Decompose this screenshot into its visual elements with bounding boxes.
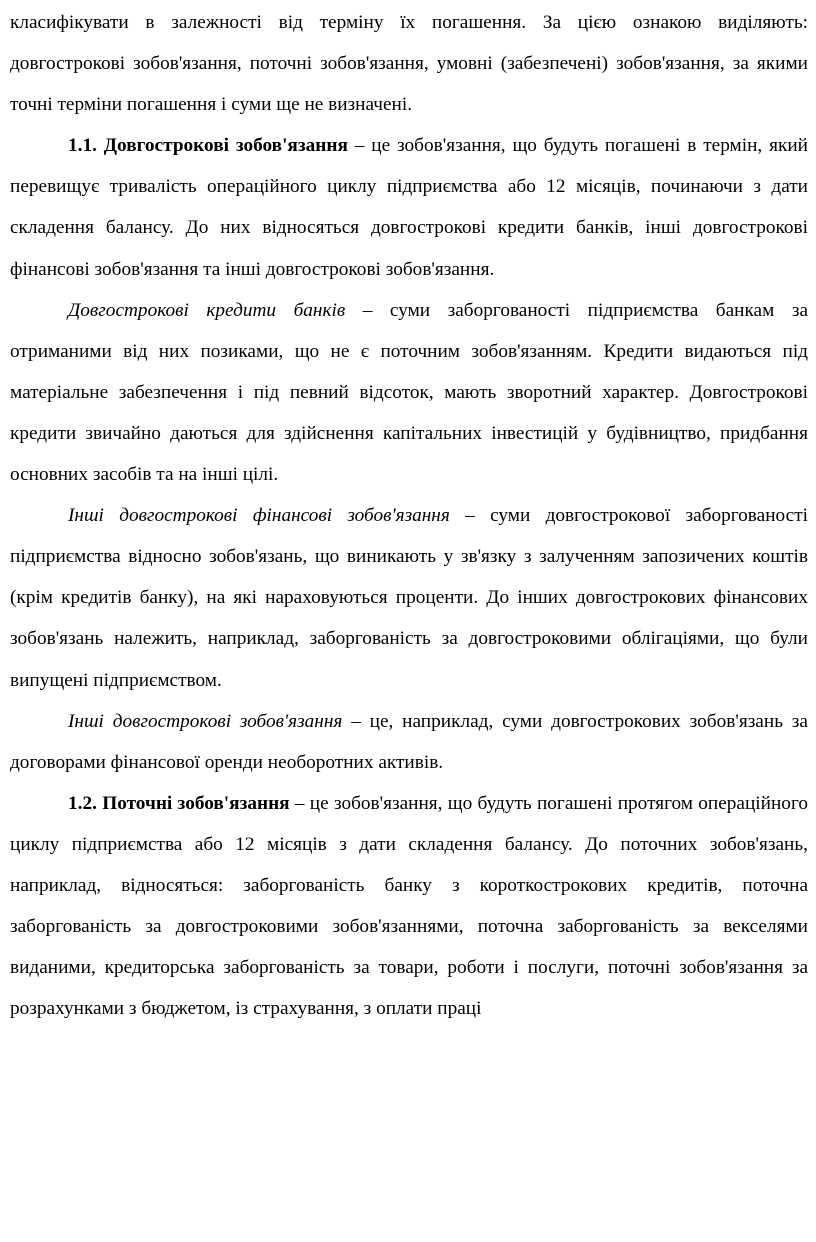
paragraph-other-long-term-financial [10,495,808,700]
section-1-2-heading: Поточні зобов'язання [102,792,290,814]
document-page [10,2,808,1029]
paragraph-other-long-term [10,701,808,783]
section-1-1-heading: Довгострокові зобов'язання [103,135,348,157]
definition-other-long-term-financial: – суми довгострокової заборгованості підприємства відносно зобов'язань, що виникають у зв'язку з залученням запозичених коштів (крім кредитів банку), на які нараховуються проценти. До інших довгострокових фінансових зобов'язань належить, наприклад, заборгованість за довгостроковими облігаціями, що були випущені підприємством. [10,505,808,691]
definition-other-long-term: – це, наприклад, суми довгострокових зобов'язань за договорами фінансової оренди необоротних активів. [10,710,808,773]
section-1-2 [10,783,808,1030]
section-1-2-text: – це зобов'язання, що будуть погашені протягом операційного циклу підприємства або 12 місяців з дати складення балансу. До поточних зобов'язань, наприклад, відносяться: заборгованість банку з короткострокових кредитів, поточна заборгованість за довгостроковими зобов'язаннями, поточна заборгованість за векселями виданими, кредиторська заборгованість за товари, роботи і послуги, поточні зобов'язання за розрахунками з бюджетом, із страхування, з оплати праці [10,792,809,1020]
term-long-term-bank-credits: Довгострокові кредити банків [68,299,346,321]
paragraph-long-term-bank-credits [10,290,808,495]
paragraph-intro-text: класифікувати в залежності від терміну їх погашення. За цією ознакою виділяють: довгострокові зобов'язання, поточні зобов'язання, умовні (забезпечені) зобов'язання, за якими точні терміни погашення і суми ще не визначені. [10,12,808,116]
section-1-1 [10,125,808,289]
term-other-long-term: Інші довгострокові зобов'язання [68,710,343,732]
section-1-1-number: 1.1. [68,135,97,157]
section-1-1-text: – це зобов'язання, що будуть погашені в термін, який перевищує тривалість операційного циклу підприємства або 12 місяців, починаючи з дати складення балансу. До них відносяться довгострокові кредити банків, інші довгострокові фінансові зобов'язання та інші довгострокові зобов'язання. [10,135,808,280]
term-other-long-term-financial: Інші довгострокові фінансові зобов'язання [68,505,450,527]
definition-long-term-bank-credits: – суми заборгованості підприємства банкам за отриманими від них позиками, що не є поточним зобов'язанням. Кредити видаються під матеріальне забезпечення і під певний відсоток, мають зворотний характер. Довгострокові кредити звичайно даються для здійснення капітальних інвестицій у будівництво, придбання основних засобів та на інші цілі. [10,299,809,486]
section-1-2-number: 1.2. [68,792,97,814]
paragraph-intro [10,2,808,125]
